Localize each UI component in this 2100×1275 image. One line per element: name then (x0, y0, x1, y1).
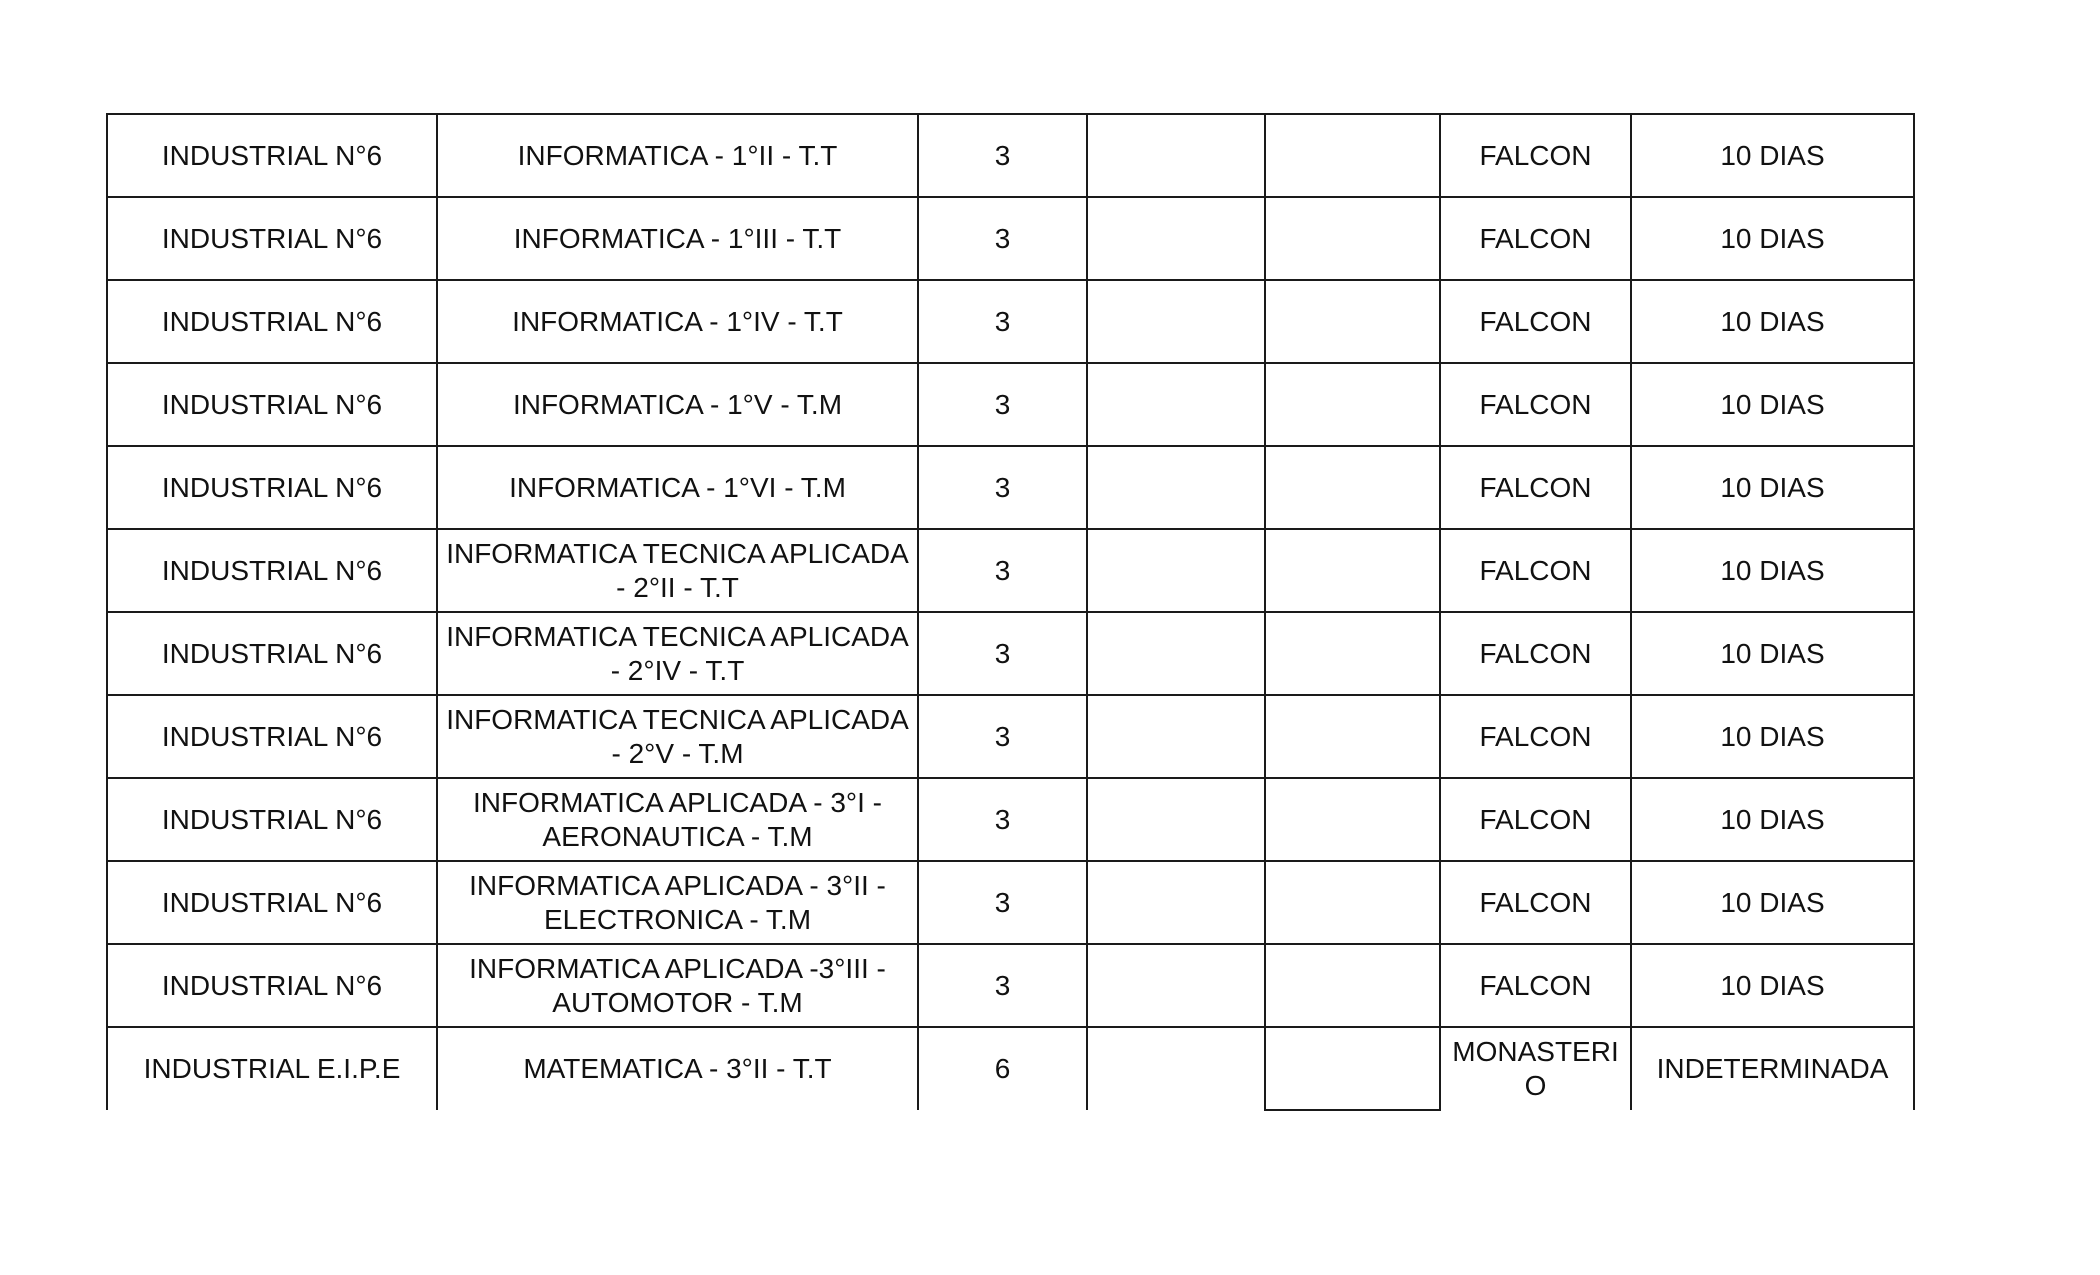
teacher-cell: FALCON (1440, 280, 1631, 363)
duration-cell: 10 DIAS (1631, 695, 1914, 778)
table-row (107, 695, 1914, 778)
subject-cell: INFORMATICA - 1°II - T.T (437, 114, 918, 197)
duration-cell: 10 DIAS (1631, 446, 1914, 529)
teacher-cell: MONASTERIO (1440, 1027, 1631, 1110)
empty-cell (1265, 1027, 1440, 1110)
teacher-cell: FALCON (1440, 529, 1631, 612)
teacher-cell: FALCON (1440, 612, 1631, 695)
school-cell: INDUSTRIAL N°6 (107, 114, 437, 197)
school-cell: INDUSTRIAL E.I.P.E (107, 1027, 437, 1110)
empty-cell (1087, 363, 1265, 446)
table-row (107, 446, 1914, 529)
duration-cell: INDETERMINADA (1631, 1027, 1914, 1110)
school-cell: INDUSTRIAL N°6 (107, 861, 437, 944)
empty-cell (1087, 1027, 1265, 1110)
hours-cell: 3 (918, 944, 1087, 1027)
empty-cell (1087, 612, 1265, 695)
empty-cell (1087, 280, 1265, 363)
duration-cell: 10 DIAS (1631, 612, 1914, 695)
table-row (107, 861, 1914, 944)
empty-cell (1265, 612, 1440, 695)
subject-cell: INFORMATICA - 1°IV - T.T (437, 280, 918, 363)
duration-cell: 10 DIAS (1631, 944, 1914, 1027)
empty-cell (1265, 778, 1440, 861)
duration-cell: 10 DIAS (1631, 114, 1914, 197)
empty-cell (1087, 197, 1265, 280)
subject-cell: INFORMATICA - 1°VI - T.M (437, 446, 918, 529)
school-cell: INDUSTRIAL N°6 (107, 363, 437, 446)
table-row (107, 114, 1914, 197)
school-cell: INDUSTRIAL N°6 (107, 529, 437, 612)
teacher-cell: FALCON (1440, 861, 1631, 944)
empty-cell (1087, 114, 1265, 197)
assignments-table-body (107, 114, 1914, 1110)
subject-cell: INFORMATICA APLICADA - 3°II - ELECTRONICA - T.M (437, 861, 918, 944)
empty-cell (1265, 197, 1440, 280)
empty-cell (1265, 529, 1440, 612)
empty-cell (1265, 695, 1440, 778)
school-cell: INDUSTRIAL N°6 (107, 944, 437, 1027)
duration-cell: 10 DIAS (1631, 529, 1914, 612)
subject-cell: INFORMATICA TECNICA APLICADA - 2°V - T.M (437, 695, 918, 778)
subject-cell: INFORMATICA TECNICA APLICADA - 2°II - T.T (437, 529, 918, 612)
subject-cell: INFORMATICA APLICADA - 3°I - AERONAUTICA - T.M (437, 778, 918, 861)
teacher-cell: FALCON (1440, 446, 1631, 529)
empty-cell (1265, 114, 1440, 197)
hours-cell: 3 (918, 695, 1087, 778)
hours-cell: 3 (918, 114, 1087, 197)
teacher-cell: FALCON (1440, 695, 1631, 778)
empty-cell (1265, 944, 1440, 1027)
assignments-table (106, 113, 1915, 1111)
table-row (107, 778, 1914, 861)
hours-cell: 6 (918, 1027, 1087, 1110)
school-cell: INDUSTRIAL N°6 (107, 446, 437, 529)
teacher-cell: FALCON (1440, 197, 1631, 280)
duration-cell: 10 DIAS (1631, 197, 1914, 280)
hours-cell: 3 (918, 861, 1087, 944)
empty-cell (1087, 944, 1265, 1027)
empty-cell (1265, 280, 1440, 363)
teacher-cell: FALCON (1440, 778, 1631, 861)
table-row (107, 529, 1914, 612)
empty-cell (1087, 529, 1265, 612)
school-cell: INDUSTRIAL N°6 (107, 695, 437, 778)
subject-cell: INFORMATICA - 1°V - T.M (437, 363, 918, 446)
duration-cell: 10 DIAS (1631, 363, 1914, 446)
teacher-cell: FALCON (1440, 944, 1631, 1027)
empty-cell (1087, 778, 1265, 861)
hours-cell: 3 (918, 612, 1087, 695)
hours-cell: 3 (918, 778, 1087, 861)
teacher-cell: FALCON (1440, 363, 1631, 446)
table-row (107, 944, 1914, 1027)
hours-cell: 3 (918, 363, 1087, 446)
empty-cell (1265, 363, 1440, 446)
hours-cell: 3 (918, 529, 1087, 612)
teacher-cell: FALCON (1440, 114, 1631, 197)
hours-cell: 3 (918, 280, 1087, 363)
hours-cell: 3 (918, 197, 1087, 280)
empty-cell (1087, 446, 1265, 529)
empty-cell (1265, 446, 1440, 529)
duration-cell: 10 DIAS (1631, 280, 1914, 363)
hours-cell: 3 (918, 446, 1087, 529)
empty-cell (1087, 695, 1265, 778)
table-row (107, 363, 1914, 446)
subject-cell: INFORMATICA - 1°III - T.T (437, 197, 918, 280)
table-row (107, 197, 1914, 280)
school-cell: INDUSTRIAL N°6 (107, 197, 437, 280)
subject-cell: MATEMATICA - 3°II - T.T (437, 1027, 918, 1110)
duration-cell: 10 DIAS (1631, 861, 1914, 944)
duration-cell: 10 DIAS (1631, 778, 1914, 861)
empty-cell (1087, 861, 1265, 944)
empty-cell (1265, 861, 1440, 944)
table-row (107, 280, 1914, 363)
table-row (107, 612, 1914, 695)
school-cell: INDUSTRIAL N°6 (107, 778, 437, 861)
school-cell: INDUSTRIAL N°6 (107, 280, 437, 363)
subject-cell: INFORMATICA TECNICA APLICADA - 2°IV - T.T (437, 612, 918, 695)
school-cell: INDUSTRIAL N°6 (107, 612, 437, 695)
table-row (107, 1027, 1914, 1110)
subject-cell: INFORMATICA APLICADA -3°III - AUTOMOTOR - T.M (437, 944, 918, 1027)
